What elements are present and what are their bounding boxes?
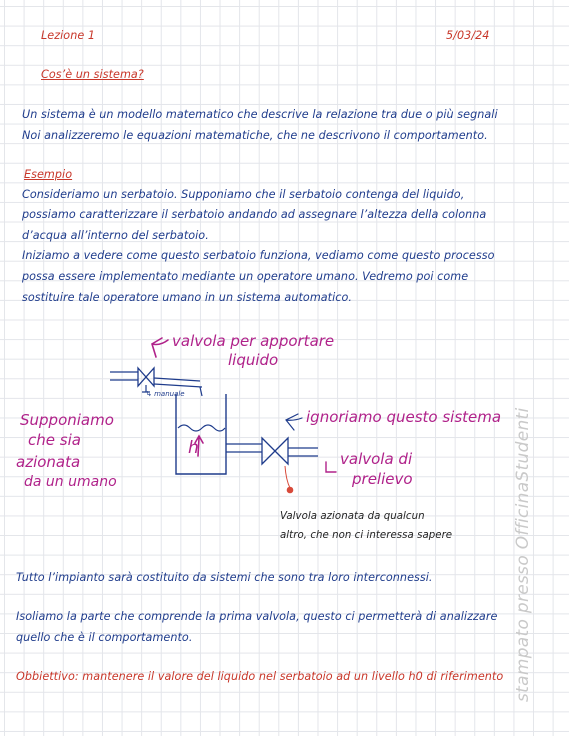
lesson-title: Lezione 1	[41, 29, 96, 42]
height-label: h	[188, 438, 199, 458]
closing-line-3: quello che è il comportamento.	[16, 631, 193, 644]
human-note-4: da un umano	[24, 474, 117, 490]
human-note-3: azionata	[16, 453, 81, 471]
pointer-dot	[287, 487, 294, 494]
valve-out-note-2: prelievo	[352, 470, 413, 488]
section-title: Cos’è un sistema?	[41, 68, 144, 81]
example-line-4: Iniziamo a vedere come questo serbatoio funziona, vediamo come questo processo	[22, 249, 495, 262]
example-title: Esempio	[24, 168, 73, 181]
valve-out-note-1: valvola di	[340, 450, 413, 468]
human-note-2: che sia	[28, 431, 81, 449]
water-level	[178, 425, 225, 431]
manual-label: ↳ manuale	[146, 390, 185, 398]
closing-line-2: Isoliamo la parte che comprende la prima valvola, questo ci permetterà di analizzare	[16, 610, 498, 623]
valve-in-arrow	[152, 338, 168, 357]
tank	[176, 394, 226, 474]
example-line-2: possiamo caratterizzare il serbatoio andando ad assegnare l’altezza della colonna	[22, 208, 487, 221]
human-note-1: Supponiamo	[20, 411, 114, 429]
objective: Obbiettivo: mantenere il valore del liquido nel serbatoio ad un livello h0 di riferimento	[16, 670, 504, 683]
outlet-valve	[262, 438, 288, 464]
ignore-arrow	[286, 414, 302, 430]
valve-operated-note-1: Valvola azionata da qualcun	[280, 511, 425, 522]
closing-line-1: Tutto l’impianto sarà costituito da sistemi che sono tra loro interconnessi.	[16, 571, 433, 584]
ignore-note: ignoriamo questo sistema	[306, 408, 502, 426]
intro-line-2: Noi analizzeremo le equazioni matematiche, che ne descrivono il comportamento.	[22, 129, 488, 142]
example-line-5: possa essere implementato mediante un operatore umano. Vedremo poi come	[22, 270, 469, 283]
example-line-3: d’acqua all’interno del serbatoio.	[22, 229, 209, 242]
intro-line-1: Un sistema è un modello matematico che descrive la relazione tra due o più segnali	[22, 108, 498, 121]
valve-in-note-1: valvola per apportare	[172, 332, 335, 350]
valve-out-arrow	[326, 462, 336, 472]
watermark: stampato presso OfficinaStudenti	[513, 407, 533, 702]
lesson-date: 5/03/24	[446, 29, 490, 42]
valve-operated-note-2: altro, che non ci interessa sapere	[280, 530, 453, 541]
valve-in-note-2: liquido	[228, 351, 279, 369]
pointer-line	[285, 466, 290, 488]
example-line-1: Consideriamo un serbatoio. Supponiamo che il serbatoio contenga del liquido,	[22, 188, 465, 201]
manual-label-text: manuale	[154, 390, 185, 398]
inlet-valve	[138, 368, 154, 386]
inlet-pipe	[110, 372, 202, 387]
example-line-6: sostituire tale operatore umano in un sistema automatico.	[22, 291, 352, 304]
